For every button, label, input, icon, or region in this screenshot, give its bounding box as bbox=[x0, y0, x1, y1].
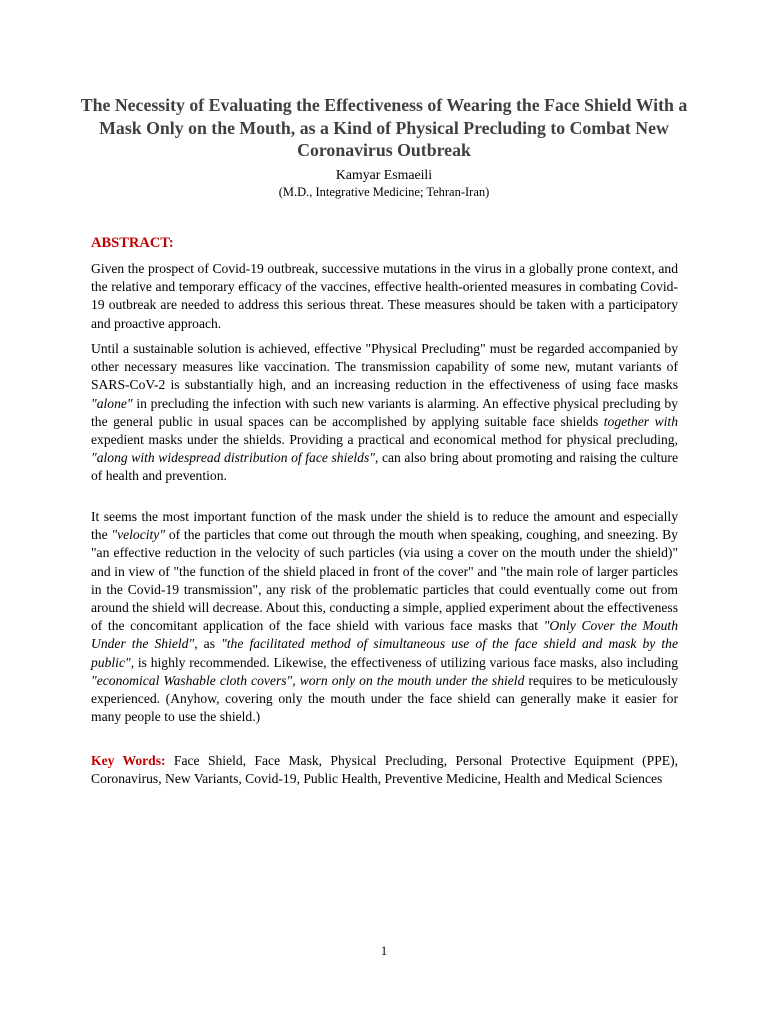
text-run: , can also bring about promoting and raising the culture of health and prevention. bbox=[91, 450, 678, 484]
abstract-paragraph-1: Given the prospect of Covid-19 outbreak, successive mutations in the virus in a globally prone context, and the relative and temporary efficacy of the vaccines, effective health-oriented measures in combating Covid-19 outbreak are needed to address this serious threat. These measures should be taken with a participatory and proactive approach. bbox=[91, 261, 678, 331]
text-run: , as bbox=[194, 636, 222, 652]
abstract-heading: ABSTRACT: bbox=[91, 235, 174, 251]
text-run: It seems the most important function of the mask under the shield is to reduce the amount and especially the bbox=[91, 509, 678, 543]
page-number: 1 bbox=[380, 944, 388, 958]
text-run: , is highly recommended. Likewise, the effectiveness of utilizing various face masks, also including bbox=[130, 654, 678, 670]
keywords bbox=[91, 752, 678, 788]
emphasis: "alone" bbox=[91, 395, 133, 411]
emphasis: "Only Cover the Mouth Under the Shield" bbox=[91, 618, 678, 652]
keywords-label: Key Words: bbox=[91, 753, 166, 768]
author-affiliation: (M.D., Integrative Medicine; Tehran-Iran) bbox=[278, 185, 490, 199]
text-run: Until a sustainable solution is achieved, effective "Physical Precluding" must be regarded accompanied by other necessary measures like vaccination. The transmission capability of some new, mutant variants of SARS-CoV-2 is substantially high, and an increasing reduction in the effectiveness of using face masks bbox=[91, 341, 678, 393]
text-run: of the particles that come out through the mouth when speaking, coughing, and sneezing. By "an effective reduction in the velocity of such particles (via using a cover on the mouth under the shield)" and in view of "the function of the shield placed in front of the cover" and "the main role of larger particles in the Covid-19 transmission", any risk of the problematic particles that could eventually come out from around the shield will decrease. About this, conducting a simple, applied experiment about the effectiveness of the concomitant application of the face shield with various face masks that bbox=[91, 527, 678, 634]
text-run: requires to be meticulously experienced. (Anyhow, covering only the mouth under the face shield can generally make it easier for many people to use the shield.) bbox=[91, 672, 678, 725]
emphasis: "the facilitated method of simultaneous use of the face shield and mask by the public" bbox=[91, 636, 678, 670]
author-name: Kamyar Esmaeili bbox=[335, 167, 433, 182]
paper-title: The Necessity of Evaluating the Effectiveness of Wearing the Face Shield With a Mask Only on the Mouth, as a Kind of Physical Precluding to Combat New Coronavirus Outbreak bbox=[80, 95, 688, 160]
emphasis: "velocity" bbox=[111, 527, 166, 543]
emphasis: "along with widespread distribution of face shields" bbox=[91, 450, 375, 466]
keywords-text: Face Shield, Face Mask, Physical Precluding, Personal Protective Equipment (PPE), Coronavirus, New Variants, Covid-19, Public Health, Preventive Medicine, Health and Medical Sciences bbox=[91, 753, 679, 787]
emphasis: "economical Washable cloth covers", worn only on the mouth under the shield bbox=[91, 672, 525, 688]
text-run: expedient masks under the shields. Providing a practical and economical method for physical precluding, bbox=[91, 432, 678, 448]
abstract-paragraph-3 bbox=[91, 508, 678, 726]
emphasis: together with bbox=[603, 413, 678, 429]
abstract-paragraph-2 bbox=[91, 340, 678, 486]
text-run: in precluding the infection with such new variants is alarming. An effective physical precluding by the general public in usual spaces can be accomplished by applying suitable face shields bbox=[91, 395, 678, 429]
